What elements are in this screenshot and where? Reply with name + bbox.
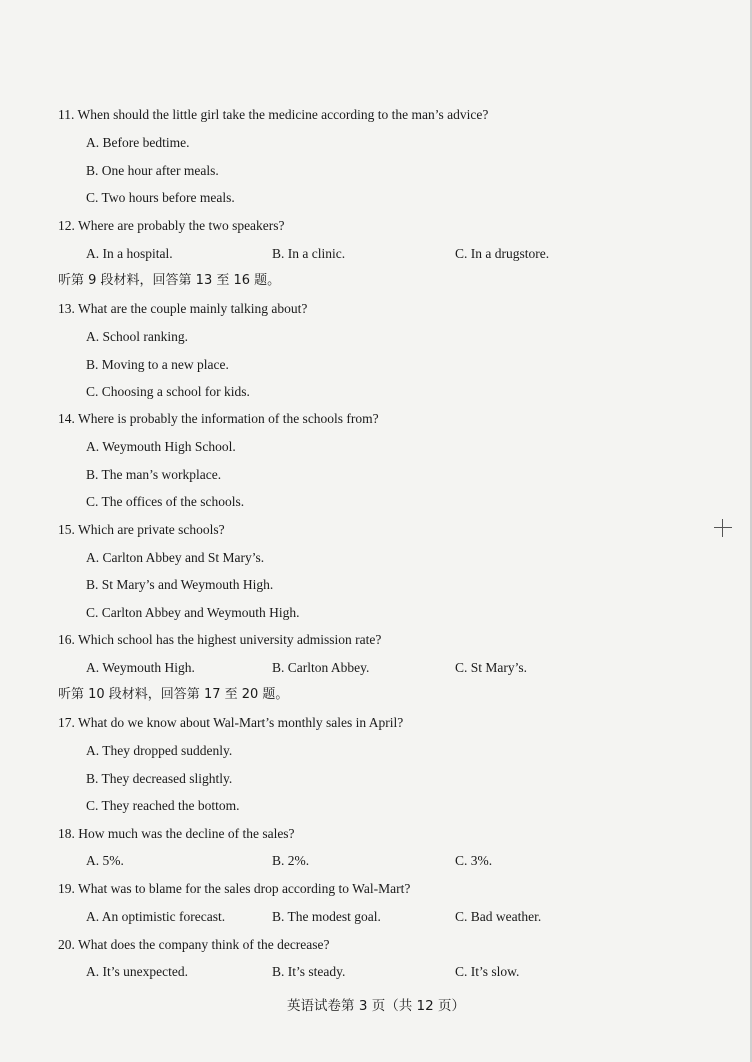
question-12-option-c: C. In a drugstore. [455,246,550,261]
question-13-option-a: A. School ranking. [86,329,188,344]
question-19-stem: 19. What was to blame for the sales drop according to Wal-Mart? [58,881,411,896]
question-15-option-c: C. Carlton Abbey and Weymouth High. [86,605,300,620]
question-18-option-a: A. 5%. [86,853,124,868]
registration-mark-icon [714,519,732,537]
question-17-stem: 17. What do we know about Wal-Mart’s monthly sales in April? [58,715,404,730]
question-13-stem: 13. What are the couple mainly talking about? [58,301,308,316]
question-15-option-a: A. Carlton Abbey and St Mary’s. [86,550,265,565]
question-19-option-b: B. The modest goal. [272,909,381,924]
question-19-option-a: A. An optimistic forecast. [86,909,226,924]
question-13-option-c: C. Choosing a school for kids. [86,384,250,399]
question-16-option-b: B. Carlton Abbey. [272,660,370,675]
question-20-option-b: B. It’s steady. [272,964,346,979]
question-14-stem: 14. Where is probably the information of the schools from? [58,411,379,426]
question-20-option-c: C. It’s slow. [455,964,520,979]
question-11-option-c: C. Two hours before meals. [86,190,235,205]
question-11-option-a: A. Before bedtime. [86,135,190,150]
question-13-option-b: B. Moving to a new place. [86,357,229,372]
question-14-option-b: B. The man’s workplace. [86,467,222,482]
question-17-option-c: C. They reached the bottom. [86,798,240,813]
question-12-option-a: A. In a hospital. [86,246,173,261]
question-18-option-c: C. 3%. [455,853,493,868]
question-17-option-b: B. They decreased slightly. [86,771,233,786]
question-12-stem: 12. Where are probably the two speakers? [58,218,285,233]
question-16-option-c: C. St Mary’s. [455,660,528,675]
question-14-option-c: C. The offices of the schools. [86,494,245,509]
question-11-option-b: B. One hour after meals. [86,163,219,178]
question-19-option-c: C. Bad weather. [455,909,542,924]
question-15-stem: 15. Which are private schools? [58,522,225,537]
question-16-option-a: A. Weymouth High. [86,660,195,675]
section-9-instruction: 听第 9 段材料，回答第 13 至 16 题。 [58,273,281,288]
page-footer: 英语试卷第 3 页（共 12 页） [287,998,465,1014]
question-12-option-b: B. In a clinic. [272,246,346,261]
question-18-stem: 18. How much was the decline of the sales? [58,826,295,841]
question-17-option-a: A. They dropped suddenly. [86,743,233,758]
question-11-stem: 11. When should the little girl take the medicine according to the man’s advice? [58,107,489,122]
section-10-instruction: 听第 10 段材料，回答第 17 至 20 题。 [58,687,289,702]
question-14-option-a: A. Weymouth High School. [86,439,236,454]
question-16-stem: 16. Which school has the highest university admission rate? [58,632,382,647]
question-20-stem: 20. What does the company think of the decrease? [58,937,330,952]
question-20-option-a: A. It’s unexpected. [86,964,188,979]
question-18-option-b: B. 2%. [272,853,310,868]
question-15-option-b: B. St Mary’s and Weymouth High. [86,577,274,592]
